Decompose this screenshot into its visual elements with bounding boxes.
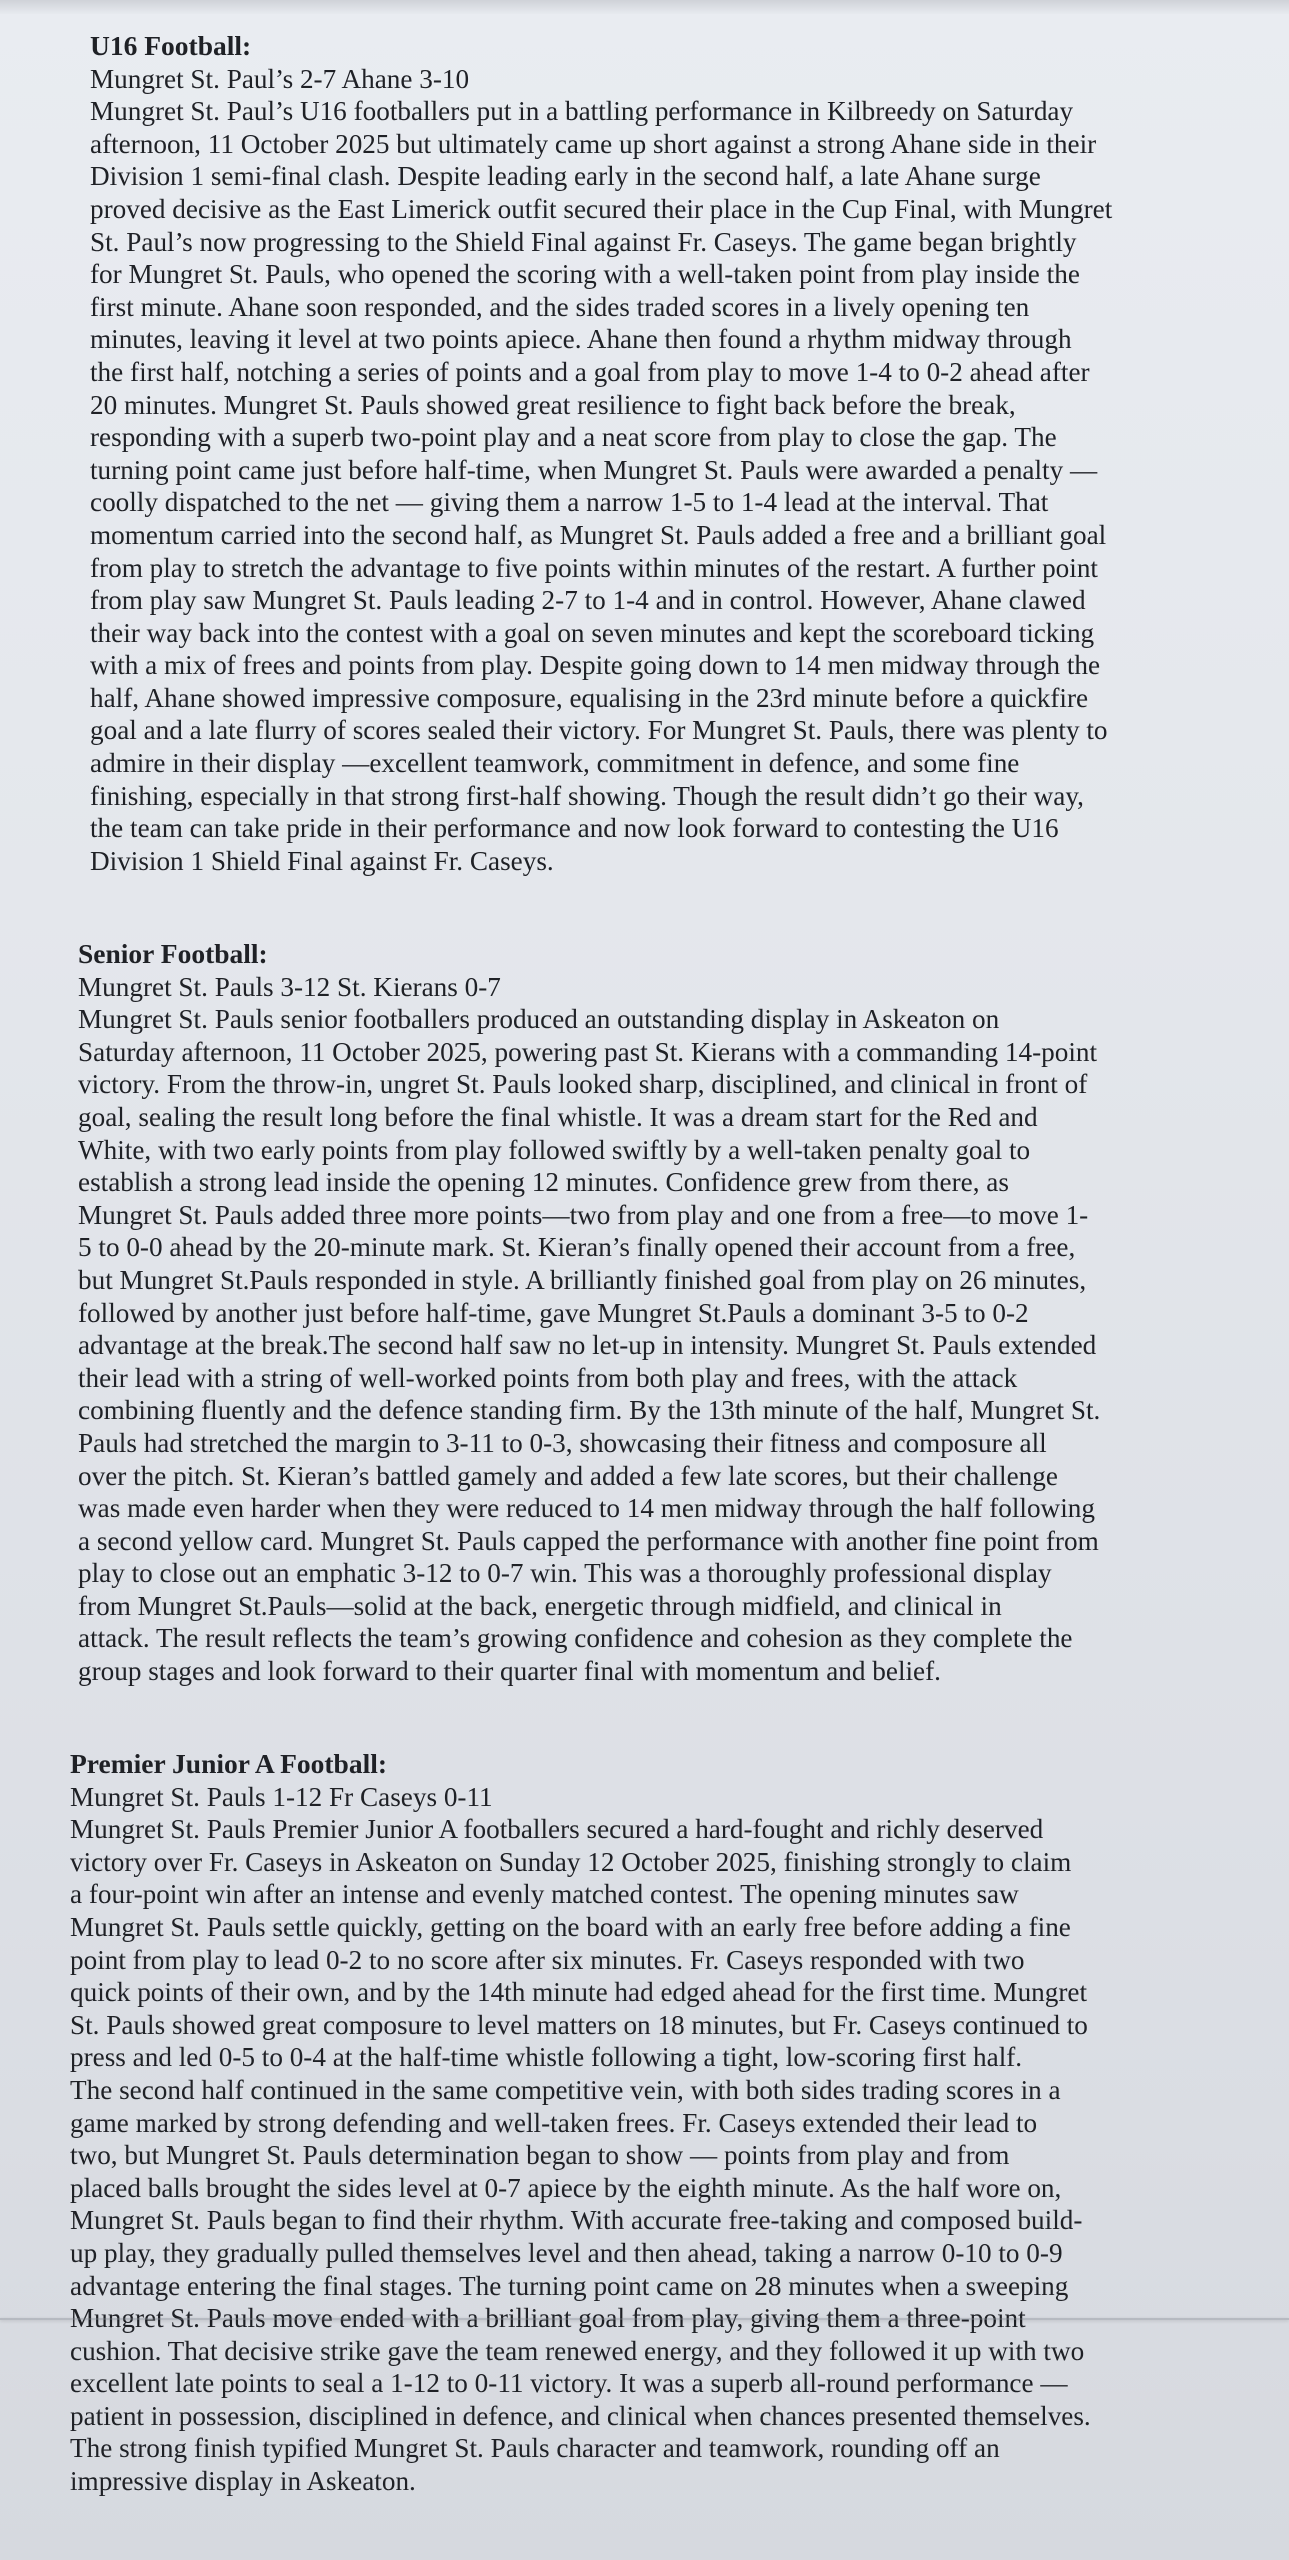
report-line: excellent late points to seal a 1-12 to 0-11 victory. It was a superb all-round performance — — [70, 2368, 1068, 2399]
report-line: advantage entering the final stages. The turning point came on 28 minutes when a sweeping — [70, 2270, 1069, 2301]
report-line: patient in possession, disciplined in defence, and clinical when chances presented themselves. — [70, 2400, 1091, 2431]
report-line: press and led 0-5 to 0-4 at the half-time whistle following a tight, low-scoring first half. — [70, 2042, 1023, 2073]
report-line: half, Ahane showed impressive composure, equalising in the 23rd minute before a quickfire — [90, 682, 1089, 713]
report-line: 20 minutes. Mungret St. Pauls showed great resilience to fight back before the break, — [90, 389, 1016, 420]
report-line: up play, they gradually pulled themselves level and then ahead, taking a narrow 0-10 to 0-9 — [70, 2237, 1063, 2268]
report-line: Mungret St. Pauls Premier Junior A footballers secured a hard-fought and richly deserved — [70, 1814, 1044, 1845]
report-line: Saturday afternoon, 11 October 2025, powering past St. Kierans with a commanding 14-point — [78, 1036, 1098, 1067]
report-line: Mungret St. Paul’s U16 footballers put in a battling performance in Kilbreedy on Saturday — [90, 96, 1074, 127]
report-line: momentum carried into the second half, as Mungret St. Pauls added a free and a brilliant goal — [90, 519, 1107, 550]
report-line: play to close out an emphatic 3-12 to 0-7 win. This was a thoroughly professional display — [78, 1558, 1052, 1589]
report-line: establish a strong lead inside the opening 12 minutes. Confidence grew from there, as — [78, 1167, 1009, 1198]
report-line: finishing, especially in that strong first-half showing. Though the result didn’t go their way, — [90, 780, 1084, 811]
report-line: turning point came just before half-time, when Mungret St. Pauls were awarded a penalty — — [90, 454, 1098, 485]
report-line: St. Paul’s now progressing to the Shield Final against Fr. Caseys. The game began brightly — [90, 226, 1077, 257]
report-line: from play saw Mungret St. Pauls leading 2-7 to 1-4 and in control. However, Ahane clawed — [90, 585, 1086, 616]
report-line: Mungret St. Pauls settle quickly, getting on the board with an early free before adding a fine — [70, 1911, 1071, 1942]
report-line: 5 to 0-0 ahead by the 20-minute mark. St. Kieran’s finally opened their account from a free, — [78, 1232, 1076, 1263]
report-line: Division 1 semi-final clash. Despite leading early in the second half, a late Ahane surge — [90, 161, 1041, 192]
report-line: was made even harder when they were reduced to 14 men midway through the half following — [78, 1493, 1095, 1524]
report-line: goal and a late flurry of scores sealed their victory. For Mungret St. Pauls, there was plenty to — [90, 715, 1108, 746]
report-line: coolly dispatched to the net — giving them a narrow 1-5 to 1-4 lead at the interval. That — [90, 487, 1049, 518]
match-report — [78, 1003, 1208, 1687]
report-line: first minute. Ahane soon responded, and the sides traded scores in a lively opening ten — [90, 291, 1030, 322]
report-line: The strong finish typified Mungret St. Pauls character and teamwork, rounding off an — [70, 2433, 1000, 2464]
report-line: victory over Fr. Caseys in Askeaton on Sunday 12 October 2025, finishing strongly to claim — [70, 1846, 1072, 1877]
report-line: their lead with a string of well-worked points from both play and frees, with the attack — [78, 1362, 1018, 1393]
section-heading: U16 Football: — [90, 30, 252, 61]
report-line: for Mungret St. Pauls, who opened the scoring with a well-taken point from play inside the — [90, 259, 1080, 290]
report-line: two, but Mungret St. Pauls determination began to show — points from play and from — [70, 2140, 1010, 2171]
report-line: quick points of their own, and by the 14th minute had edged ahead for the first time. Mungret — [70, 1977, 1088, 2008]
report-line: St. Pauls showed great composure to level matters on 18 minutes, but Fr. Caseys continued to — [70, 2009, 1088, 2040]
report-line: from Mungret St.Pauls—solid at the back, energetic through midfield, and clinical in — [78, 1590, 1002, 1621]
report-line: proved decisive as the East Limerick outfit secured their place in the Cup Final, with Mungret — [90, 193, 1113, 224]
report-line: placed balls brought the sides level at 0-7 apiece by the eighth minute. As the half wore on, — [70, 2172, 1062, 2203]
top-edge-strip — [0, 0, 1289, 14]
section-premier-junior-a-football — [70, 1748, 1220, 2498]
report-line: The second half continued in the same competitive vein, with both sides trading scores in a — [70, 2074, 1061, 2105]
report-line: cushion. That decisive strike gave the team renewed energy, and they followed it up with two — [70, 2335, 1085, 2366]
report-line: but Mungret St.Pauls responded in style. A brilliantly finished goal from play on 26 minutes, — [78, 1264, 1087, 1295]
report-line: game marked by strong defending and well-taken frees. Fr. Caseys extended their lead to — [70, 2107, 1038, 2138]
report-line: Mungret St. Pauls move ended with a brilliant goal from play, giving them a three-point — [70, 2303, 1026, 2334]
section-heading: Senior Football: — [78, 938, 268, 969]
report-line: a four-point win after an intense and evenly matched contest. The opening minutes saw — [70, 1879, 1019, 1910]
section-heading: Premier Junior A Football: — [70, 1748, 388, 1779]
report-line: followed by another just before half-time, gave Mungret St.Pauls a dominant 3-5 to 0-2 — [78, 1297, 1029, 1328]
match-score: Mungret St. Pauls 3-12 St. Kierans 0-7 — [78, 971, 501, 1002]
report-line: the team can take pride in their performance and now look forward to contesting the U16 — [90, 813, 1059, 844]
match-score: Mungret St. Paul’s 2-7 Ahane 3-10 — [90, 63, 470, 94]
report-line: Mungret St. Pauls senior footballers produced an outstanding display in Askeaton on — [78, 1004, 1000, 1035]
report-line: White, with two early points from play followed swiftly by a well-taken penalty goal to — [78, 1134, 1031, 1165]
report-line: point from play to lead 0-2 to no score after six minutes. Fr. Caseys responded with two — [70, 1944, 1025, 1975]
report-line: with a mix of frees and points from play. Despite going down to 14 men midway through the — [90, 650, 1101, 681]
report-line: Division 1 Shield Final against Fr. Caseys. — [90, 845, 554, 876]
report-line: the first half, notching a series of points and a goal from play to move 1-4 to 0-2 ahead after — [90, 356, 1090, 387]
report-line: victory. From the throw-in, ungret St. Pauls looked sharp, disciplined, and clinical in front of — [78, 1069, 1088, 1100]
report-line: advantage at the break.The second half saw no let-up in intensity. Mungret St. Pauls extended — [78, 1330, 1097, 1361]
section-u16-football — [90, 30, 1200, 877]
report-line: their way back into the contest with a goal on seven minutes and kept the scoreboard ticking — [90, 617, 1095, 648]
report-line: admire in their display —excellent teamwork, commitment in defence, and some fine — [90, 748, 1020, 779]
report-line: minutes, leaving it level at two points apiece. Ahane then found a rhythm midway through — [90, 324, 1072, 355]
report-line: attack. The result reflects the team’s growing confidence and cohesion as they complete the — [78, 1623, 1073, 1654]
report-line: afternoon, 11 October 2025 but ultimately came up short against a strong Ahane side in their — [90, 128, 1097, 159]
section-senior-football — [78, 938, 1208, 1688]
match-score: Mungret St. Pauls 1-12 Fr Caseys 0-11 — [70, 1781, 493, 1812]
paper-fold-line — [0, 2318, 1289, 2320]
report-line: from play to stretch the advantage to five points within minutes of the restart. A further point — [90, 552, 1098, 583]
report-line: Pauls had stretched the margin to 3-11 to 0-3, showcasing their fitness and composure all — [78, 1427, 1047, 1458]
report-line: group stages and look forward to their quarter final with momentum and belief. — [78, 1656, 941, 1687]
report-line: Mungret St. Pauls added three more points—two from play and one from a free—to move 1- — [78, 1199, 1089, 1230]
report-line: over the pitch. St. Kieran’s battled gamely and added a few late scores, but their challenge — [78, 1460, 1058, 1491]
report-line: goal, sealing the result long before the final whistle. It was a dream start for the Red and — [78, 1101, 1038, 1132]
report-line: Mungret St. Pauls began to find their rhythm. With accurate free-taking and composed build- — [70, 2205, 1083, 2236]
match-report — [90, 95, 1200, 877]
report-line: combining fluently and the defence standing firm. By the 13th minute of the half, Mungret St. — [78, 1395, 1101, 1426]
report-line: impressive display in Askeaton. — [70, 2466, 416, 2497]
match-report — [70, 1813, 1220, 2497]
report-line: a second yellow card. Mungret St. Pauls capped the performance with another fine point from — [78, 1525, 1099, 1556]
report-line: responding with a superb two-point play and a neat score from play to close the gap. The — [90, 422, 1057, 453]
